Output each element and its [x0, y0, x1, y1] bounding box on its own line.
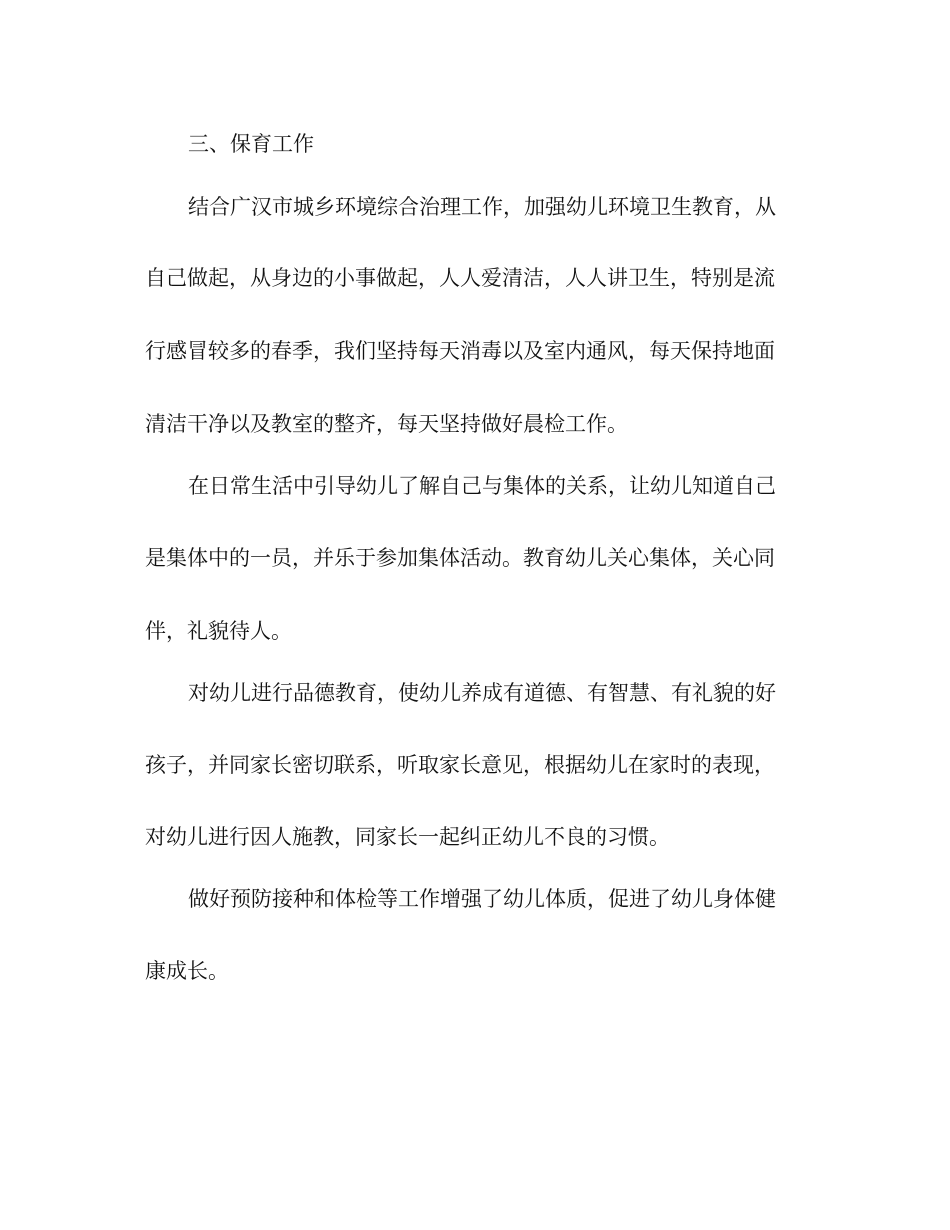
paragraph-3-line-1: 对幼儿进行品德教育，使幼儿养成有道德、有智慧、有礼貌的好 [188, 681, 776, 705]
paragraph-2-line-2: 是集体中的一员，并乐于参加集体活动。教育幼儿关心集体，关心同 [145, 546, 775, 570]
paragraph-1-line-1: 结合广汉市城乡环境综合治理工作，加强幼儿环境卫生教育，从 [188, 195, 776, 219]
paragraph-4-line-2: 康成长。 [145, 959, 229, 983]
paragraph-1-line-4: 清洁干净以及教室的整齐，每天坚持做好晨检工作。 [145, 412, 628, 436]
paragraph-2-line-3: 伴，礼貌待人。 [145, 619, 292, 643]
paragraph-2-line-1: 在日常生活中引导幼儿了解自己与集体的关系，让幼儿知道自己 [188, 474, 776, 498]
paragraph-1-line-3: 行感冒较多的春季，我们坚持每天消毒以及室内通风，每天保持地面 [145, 339, 775, 363]
paragraph-4-line-1: 做好预防接种和体检等工作增强了幼儿体质，促进了幼儿身体健 [188, 887, 776, 911]
paragraph-3-line-3: 对幼儿进行因人施教，同家长一起纠正幼儿不良的习惯。 [145, 825, 670, 849]
section-heading: 三、保育工作 [188, 132, 314, 156]
paragraph-1-line-2: 自己做起，从身边的小事做起，人人爱清洁，人人讲卫生，特别是流 [145, 266, 775, 290]
paragraph-3-line-2: 孩子，并同家长密切联系，听取家长意见，根据幼儿在家时的表现， [145, 753, 775, 777]
